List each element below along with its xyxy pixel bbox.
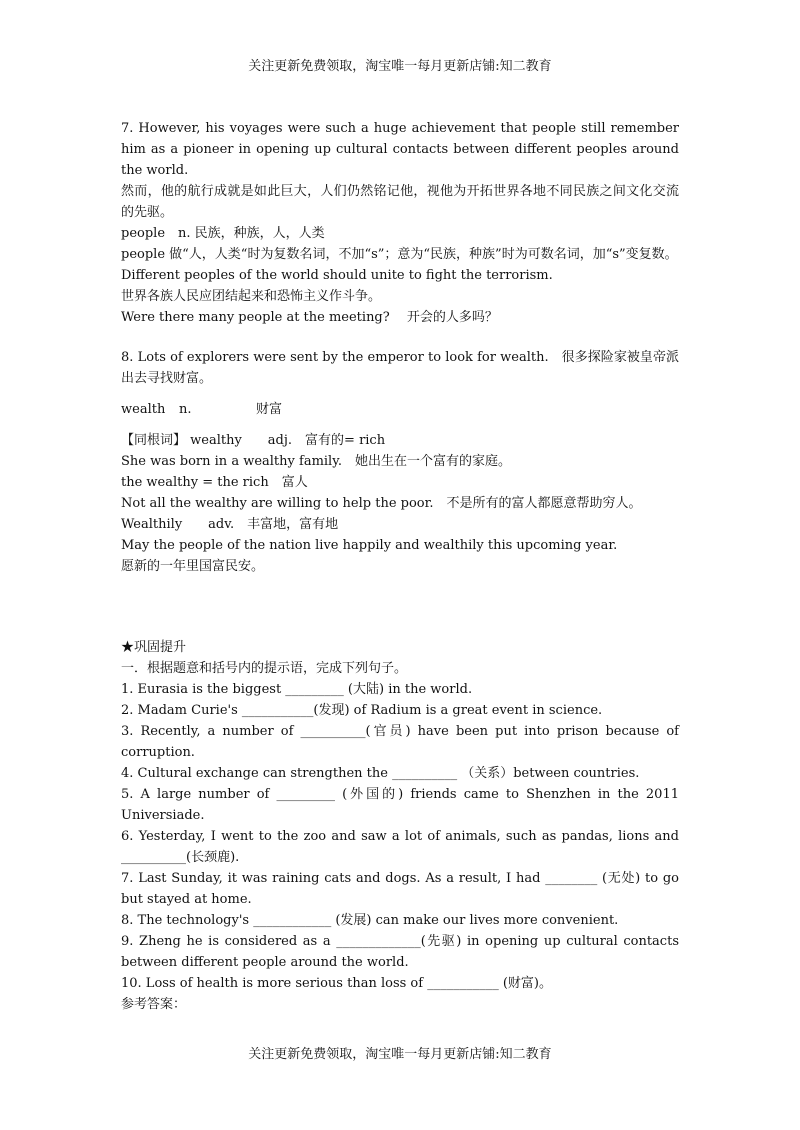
exercise-item: 6. Yesterday, I went to the zoo and saw a lot of animals, such as pandas, lions and __________(长颈鹿).	[121, 829, 679, 865]
section8-example-3: Not all the wealthy are willing to help the poor. 不是所有的富人都愿意帮助穷人。	[121, 496, 642, 511]
exercise-item: 1. Eurasia is the biggest _________ (大陆) in the world.	[121, 682, 473, 697]
section8-example-1: She was born in a wealthy family. 她出生在一个富有的家庭。	[121, 454, 511, 469]
exercise-item: 4. Cultural exchange can strengthen the __________ （关系）between countries.	[121, 766, 640, 781]
section8-example-5: May the people of the nation live happily and wealthily this upcoming year.	[121, 538, 618, 553]
exercise-instruction: 一．根据题意和括号内的提示语，完成下列句子。	[121, 661, 408, 676]
section7-translation: 然而，他的航行成就是如此巨大，人们仍然铭记他，视他为开拓世界各地不同民族之间文化交流的先驱。	[121, 184, 679, 220]
section7-note: people 做“人，人类“时为复数名词，不加“s”；意为“民族，种族”时为可数名词，加“s”变复数。	[121, 247, 678, 262]
section7-example1-zh: 世界各族人民应团结起来和恐怖主义作斗争。	[121, 289, 382, 304]
exercise-item: 5. A large number of _________ (外国的) friends came to Shenzhen in the 2011 Universiade.	[121, 787, 679, 823]
section7-vocab: people n. 民族，种族，人，人类	[121, 226, 325, 241]
section7-sentence: 7. However, his voyages were such a huge achievement that people still remember him as a pioneer in opening up cultural contacts between different peoples around the world.	[121, 121, 679, 178]
document-body	[121, 118, 679, 1015]
vocab-pos: n.	[179, 402, 192, 417]
exercise-item: 10. Loss of health is more serious than loss of ___________ (财富)。	[121, 976, 552, 991]
section8-example-2: the wealthy = the rich 富人	[121, 475, 308, 490]
section8-vocab	[121, 399, 679, 420]
vocab-word: wealth	[121, 402, 166, 417]
page-header: 关注更新免费领取，淘宝唯一每月更新店铺:知二教育	[248, 59, 552, 74]
exercise-item: 3. Recently, a number of __________(官员) have been put into prison because of corruption.	[121, 724, 679, 760]
section8-example-6: 愿新的一年里国富民安。	[121, 559, 265, 574]
exercise-item: 2. Madam Curie's ___________(发现) of Radium is a great event in science.	[121, 703, 603, 718]
answers-label: 参考答案：	[121, 997, 187, 1012]
page-footer: 关注更新免费领取，淘宝唯一每月更新店铺:知二教育	[248, 1047, 552, 1062]
exercise-item: 7. Last Sunday, it was raining cats and dogs. As a result, I had ________ (无处) to go but stayed at home.	[121, 871, 679, 907]
section8-sentence: 8. Lots of explorers were sent by the emperor to look for wealth. 很多探险家被皇帝派出去寻找财富。	[121, 350, 679, 386]
vocab-meaning: 财富	[256, 402, 283, 417]
section7-example1-en: Different peoples of the world should unite to fight the terrorism.	[121, 268, 553, 283]
section8-cognate: 【同根词】 wealthy adj. 富有的= rich	[121, 433, 386, 448]
exercise-item: 9. Zheng he is considered as a _____________(先驱) in opening up cultural contacts between different people around the world.	[121, 934, 679, 970]
section8-example-4: Wealthily adv. 丰富地，富有地	[121, 517, 339, 532]
exercise-item: 8. The technology's ____________ (发展) can make our lives more convenient.	[121, 913, 619, 928]
exercise-heading: ★巩固提升	[121, 640, 187, 655]
section7-example2: Were there many people at the meeting? 开会的人多吗？	[121, 310, 498, 325]
